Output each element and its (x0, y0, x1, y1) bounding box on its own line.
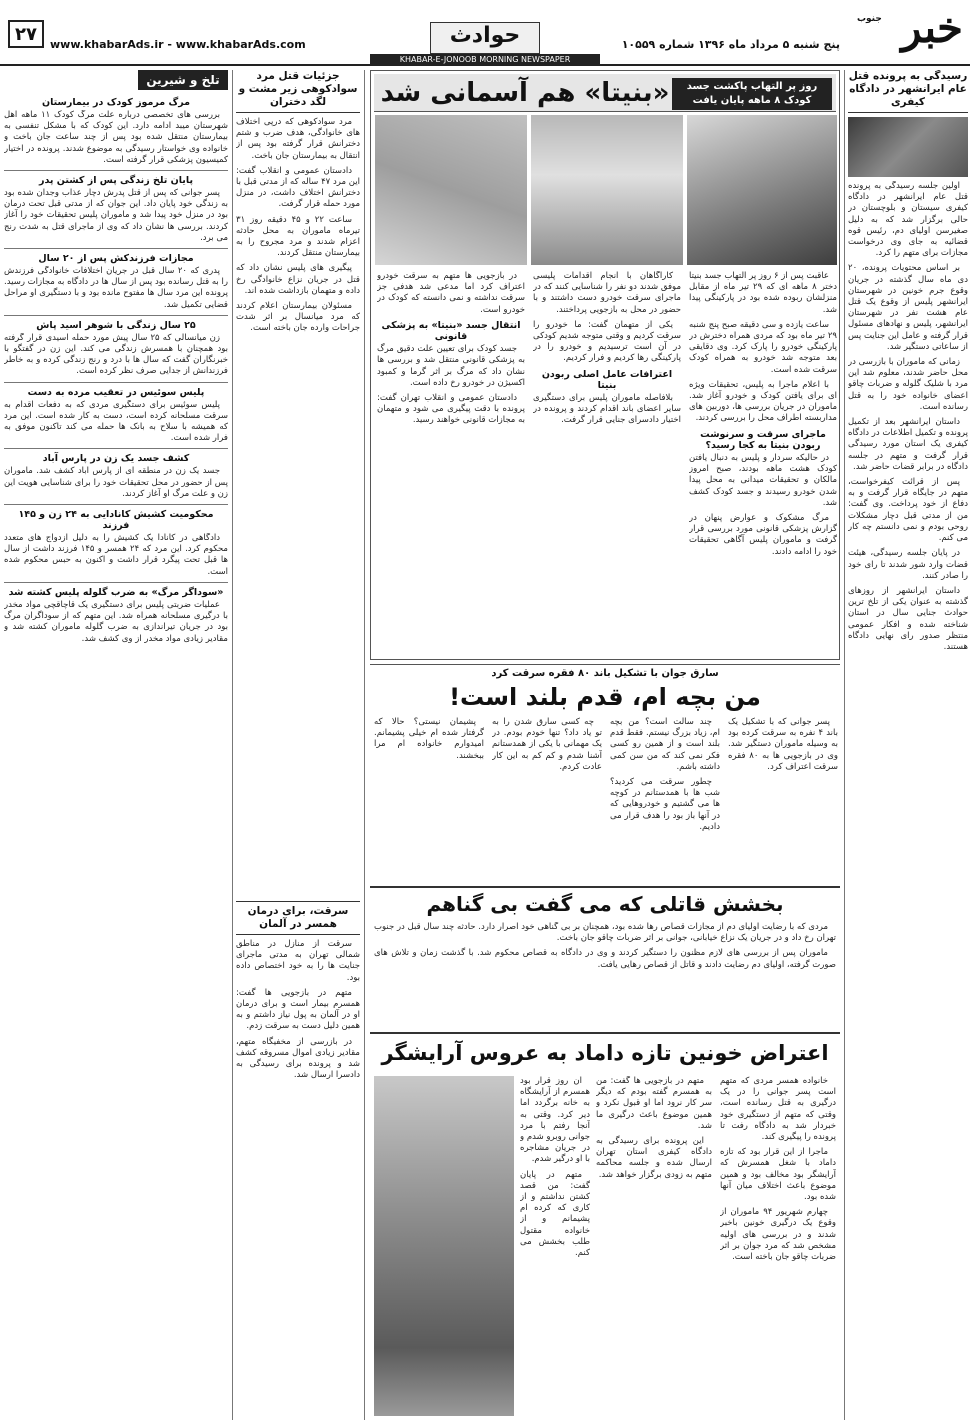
paragraph: با اعلام ماجرا به پلیس، تحقیقات ویژه ای برای یافتن کودک و خودرو آغاز شد. ماموران در جریان بررسی ها، دوربین های مداربسته اطراف محل را بررسی کردند. (689, 379, 837, 424)
paragraph: زمانی که ماموران با بازرسی در محل حاضر شدند، معلوم شد این مرد با شلیک گلوله و ضربات چاقو اعضای خانواده خود را به قتل رسانده است. (848, 357, 968, 412)
middle-story-col-3 (492, 717, 602, 879)
column-divider (232, 70, 233, 1420)
paragraph: در پایان جلسه رسیدگی، هیئت قضات وارد شور شدند تا رای خود را صادر کنند. (848, 548, 968, 581)
website-url: www.khabarAds.ir - www.khabarAds.com (50, 38, 306, 51)
paragraph: کارآگاهان با انجام اقدامات پلیسی موفق شدند دو نفر را شناسایی کنند که در ماجرای سرقت خودرو دست داشتند و با حضور در محل به بازجویی پرداختند. (533, 271, 681, 315)
forgiveness-body (374, 922, 836, 1026)
paragraph: خانواده همسر مردی که متهم است پسر جوانی را در یک درگیری به قتل رسانده است، وقتی که متهم از دستگیری خود خبردار شد به دادگاه رفت تا پرونده را پیگیری کند. (720, 1076, 836, 1143)
list-item (4, 387, 228, 445)
paragraph: پس از قرائت کیفرخواست، متهم در جایگاه قرار گرفت و به دفاع از خود پرداخت. وی گفت: من از مدتی قبل دچار مشکلات روحی بودم و نمی دانستم چه کار می کنم. (848, 477, 968, 544)
page-number-box: ۲۷ (8, 20, 44, 48)
paragraph: داستان ایرانشهر بعد از تکمیل پرونده و تکمیل اطلاعات در دادگاه کیفری یک استان مورد رسیدگی قرار گرفت و متهم در جلسه دادگاه در برابر قضات حاضر شد. (848, 417, 968, 472)
masthead-rule (0, 64, 970, 66)
middle-story-col-2 (610, 717, 720, 879)
forgiveness-story (370, 886, 840, 1028)
masthead (0, 0, 970, 62)
paragraph: اولین جلسه رسیدگی به پرونده قتل عام ایرانشهر در دادگاه کیفری سیستان و بلوچستان در حالی برگزار شد که به دلیل صغیرسن اولیای دم، رئیس قوه قضائیه به جای وی درخواست مجازات برای متهم را کرد. (848, 181, 968, 259)
middle-left-title-1: جزئیات قتل مرد سوادکوهی زیر مشت و لگد دختران (236, 70, 360, 113)
bottom-story-col-3 (520, 1076, 590, 1418)
paragraph: دادستان عمومی و انقلاب گفت: این مرد ۴۷ ساله که از مدتی قبل با دخترانش اختلاف داشت، در منزل مورد حمله قرار گرفت. (236, 165, 360, 210)
right-column-body (848, 181, 968, 657)
item-text: پلیس سوئیس برای دستگیری مردی که به دفعات اقدام به سرقت مسلحانه کرده است، دست به کار شده است. این مرد که همیشه با سلاح به بانک ها حمله می کند تاکنون موفق به فرار شده است. (4, 399, 228, 444)
middle-left-column (236, 70, 360, 1420)
list-item (4, 320, 228, 378)
english-name-band: KHABAR-E-JONOOB MORNING NEWSPAPER (370, 54, 600, 66)
paragraph: پشیمان نیستی؟ حالا که گرفتار شده ام خیلی پشیمانم. امیدوارم خانواده ام مرا ببخشند. (374, 717, 484, 761)
item-title: پایان تلخ زندگی پس از کشتن پدر (38, 175, 194, 187)
item-text: پدری که ۲۰ سال قبل در جریان اختلافات خانوادگی فرزندش را به قتل رسانده بود پس از سال ها در دادگاه به مجازات رسید. پرونده این مرد سال ها مفتوح مانده بود و با دستگیری او مراحل قضایی تکمیل شد. (4, 266, 228, 310)
column-divider (844, 70, 845, 1420)
logo-text: خبر (901, 3, 963, 52)
paragraph: دادستان عمومی و انقلاب تهران گفت: پرونده با دقت پیگیری می شود و متهمان به مجازات قانونی خواهند رسید. (377, 393, 525, 426)
item-divider (4, 382, 228, 383)
top-story-kicker: روز پر التهاب پاکشت جسد کودک ۸ ماهه پایان یافت (672, 78, 832, 110)
paragraph: متهم در پایان گفت: من قصد کشتن نداشتم و از کاری که کرده ام پشیمانم و از خانواده مقتول طلب بخشش می کنم. (520, 1169, 590, 1259)
paragraph: مردی که با رضایت اولیای دم از مجازات قصاص رها شده بود، همچنان بر بی گناهی خود اصرار دارد. حادثه چند سال قبل در جنوب تهران رخ داد و در جریان یک نزاع خیابانی، جوانی بر اثر ضربات چاقو جان باخت. (374, 922, 836, 944)
item-text: پسر جوانی که پس از قتل پدرش دچار عذاب وجدان شده بود به زندگی خود پایان داد. این جوان که از مدتی قبل تحت درمان بود در منزل خود پیدا شد و ماموران پلیس تحقیقات خود را آغاز کردند. بررسی ها نشان داد که وی از ماجرای قتل به شدت رنج می برد. (4, 188, 228, 243)
middle-left-body-2 (236, 939, 360, 1085)
paragraph: مرگ مشکوک و عوارض پنهان در گزارش پزشکی قانونی مورد بررسی قرار گرفت و ماموران پلیس آگاهی تحقیقات خود را ادامه دادند. (689, 513, 837, 557)
paragraph: چند سالت است؟ من بچه ام، زیاد بزرگ نیستم. فقط قدم بلند است و از همین رو کسی فکر نمی کند که من سن کمی داشته باشم. (610, 717, 720, 772)
top-story (370, 70, 840, 660)
top-story-photo-baby (531, 115, 683, 265)
bottom-story (370, 1032, 840, 1420)
item-title: «سوداگر مرگ» به ضرب گلوله پلیس کشته شد (8, 586, 224, 598)
paragraph: در بازجویی ها متهم به سرقت خودرو اعتراف کرد اما مدعی شد هدفی جز سرقت نداشته و نمی دانسته که کودک در خودرو است. (377, 271, 525, 315)
top-story-col-right (689, 271, 837, 656)
paragraph: سرقت از منازل در مناطق شمالی تهران به مدتی ماجرای جنایت ها را به خود اختصاص داده بود. (236, 939, 360, 983)
list-item (4, 175, 228, 244)
paragraph: ماموران پس از بررسی های لازم مظنون را دستگیر کردند و وی در دادگاه به قصاص محکوم شد. با گذشت زمان و تلاش های صورت گرفته، اولیای دم رضایت دادند و قاتل از قصاص رهایی یافت. (374, 948, 836, 970)
item-text: زن میانسالی که ۲۵ سال پیش مورد حمله اسیدی قرار گرفته بود همچنان با همسرش زندگی می کند. این زن در گفتگو با خبرنگاران گفت که سال ها با درد و رنج زندگی کرده و به خاطر فرزندانش از جدایی صرف نظر کرده است. (4, 332, 228, 377)
subheading: انتقال جسد «بنیتا» به پزشکی قانونی (381, 319, 521, 343)
left-column-list (4, 94, 228, 1416)
paragraph: متهم در بازجویی ها گفت: همسرم بیمار است و برای درمان او در آلمان به پول نیاز داشتم و به همین دلیل دست به سرقت زدم. (236, 987, 360, 1032)
paragraph: متهم در بازجویی ها گفت: من به همسرم گفته بودم که دیگر سر کار نرود اما او قبول نکرد و همین موضوع باعث درگیری ما شد. (596, 1076, 712, 1131)
list-item (4, 509, 228, 578)
section-title: حوادث (430, 22, 540, 54)
paragraph: پیگیری های پلیس نشان داد که قتل در جریان نزاع خانوادگی رخ داده و متهمان بازداشت شده اند. (236, 263, 360, 296)
bottom-story-headline: اعتراض خونین تازه داماد به عروس آرایشگر (381, 1041, 829, 1065)
top-story-photo-main (687, 115, 837, 265)
left-column (4, 70, 228, 1420)
middle-story (370, 664, 840, 882)
top-story-photo-dolls (375, 115, 527, 265)
top-story-col-middle (533, 271, 681, 656)
list-item (4, 587, 228, 645)
item-divider (4, 315, 228, 316)
item-divider (4, 248, 228, 249)
left-column-header: تلخ و شیرین (138, 70, 228, 90)
top-story-col-left (377, 271, 525, 656)
column-divider (364, 70, 365, 1420)
paragraph: ماجرا از این قرار بود که تازه داماد با شغل همسرش که آرایشگر بود مخالف بود و همین موضوع باعث اختلاف میان آنها شده بود. (720, 1147, 836, 1203)
paragraph: پسر جوانی که با تشکیل یک باند ۴ نفره به سرقت کرده بود به وسیله ماموران دستگیر شد. وی در بازجویی ها به ۸۰ فقره سرقت اعتراف کرد. (728, 717, 838, 772)
paragraph: ساعت ۲۲ و ۴۵ دقیقه روز ۳۱ تیرماه ماموران به محل حادثه اعزام شدند و مرد مجروح را به بیمارستان منتقل کردند. (236, 214, 360, 259)
middle-left-body-1 (236, 117, 360, 897)
newspaper-logo (855, 2, 967, 58)
paragraph: این پرونده برای رسیدگی به دادگاه کیفری استان تهران ارسال شده و جلسه محاکمه متهم به زودی برگزار خواهد شد. (596, 1136, 712, 1180)
paragraph: آن روز قرار بود همسرم از آرایشگاه به خانه برگردد اما دیر کرد. وقتی به آنجا رفتم با مرد جوانی روبرو شدم و در جریان مشاجره با او درگیر شدم. (520, 1076, 590, 1165)
item-text: عملیات ضربتی پلیس برای دستگیری یک قاچاقچی مواد مخدر با درگیری مسلحانه همراه شد. این متهم که از سوداگران مرگ بود در جریان تیراندازی به ضرب گلوله ماموران کشته شد و مقادیر زیادی مواد مخدر از وی کشف شد. (4, 599, 228, 644)
item-title: مجازات فرزندکش پس از ۲۰ سال (38, 253, 194, 265)
middle-left-title-2: سرقت، برای درمان همسر در آلمان (236, 901, 360, 935)
bottom-story-col-2 (596, 1076, 712, 1418)
paragraph: بلافاصله ماموران پلیس برای دستگیری سایر اعضای باند اقدام کردند و پرونده در اختیار دادسرای جنایی قرار گرفت. (533, 393, 681, 426)
top-story-headline: «بنیتا» هم آسمانی شد (380, 78, 670, 108)
paragraph: ساعت یازده و سی دقیقه صبح پنج شنبه ۲۹ تیر ماه بود که مردی همراه دخترش در پارکینگی خودرو را پارک کرد. وی دقایقی بعد متوجه شد خودرو به همراه کودک سرقت شده است. (689, 319, 837, 375)
subheading: اعترافات عامل اصلی ربودن بنیتا (541, 368, 673, 391)
item-divider (4, 170, 228, 171)
bottom-story-photo (374, 1076, 514, 1416)
paragraph: چه کسی سارق شدن را به تو یاد داد؟ تنها خودم بودم. در یک مهمانی با یکی از همدستانم آشنا شدم و کم کم به این کار عادت کردم. (492, 717, 602, 772)
bottom-story-col-1 (720, 1076, 836, 1418)
list-item (4, 453, 228, 500)
right-column (848, 70, 968, 1420)
middle-story-col-1 (728, 717, 838, 879)
item-divider (4, 582, 228, 583)
item-divider (4, 448, 228, 449)
paragraph: عاقبت پس از ۶ روز پر التهاب جسد بنیتا دختر ۸ ماهه ای که ۲۹ تیر ماه از مقابل منزلشان ربوده شده بود در پارکینگی پیدا شد. (689, 271, 837, 315)
item-title: مرگ مرموز کودک در بیمارستان (41, 97, 191, 108)
right-column-photo (848, 117, 968, 177)
list-item (4, 97, 228, 166)
item-divider (4, 504, 228, 505)
paragraph: یکی از متهمان گفت: ما خودرو را سرقت کردیم و وقتی متوجه شدیم کودکی در آن است ترسیدیم و خودرو را در پارکینگی رها کردیم و فرار کردیم. (533, 319, 681, 364)
middle-story-col-4 (374, 717, 484, 879)
forgiveness-headline: بخشش قاتلی که می گفت بی گناهم (426, 892, 784, 916)
item-text: دادگاهی در کانادا یک کشیش را به دلیل ازدواج های متعدد محکوم کرد. این مرد که ۲۴ همسر و ۱۴۵ فرزند داشت از سال ها قبل تحت پیگرد قرار داشت و اکنون به حبس محکوم شده است. (4, 533, 228, 577)
item-title: پلیس سوئیس در تعقیب مرده به دست (27, 386, 205, 398)
item-title: محکومیت کشیش کانادایی به ۲۴ زن و ۱۴۵ فرزند (18, 509, 214, 532)
paragraph: چطور سرقت می کردید؟ شب ها با همدستانم در کوچه ها می گشتیم و خودروهایی که در آنها باز بود را هدف قرار می دادیم. (610, 777, 720, 832)
subheading: ماجرای سرقت و سرنوشت ربودن بنیتا به کجا رسید؟ (700, 428, 826, 451)
item-title: ۲۵ سال زندگی با شوهر اسید پاش (36, 319, 196, 331)
paragraph: در حالیکه سردار و پلیس به دنبال یافتن کودک هشت ماهه بودند، صبح امروز مالکان و تحقیقات میدانی به محل پیدا شدن خودرو رسیدند و جسد کودک کشف شد. (689, 453, 837, 508)
item-title: کشف جسد یک زن در پارس آباد (42, 453, 190, 465)
list-item (4, 253, 228, 311)
paragraph: مرد سوادکوهی که درپی اختلاف های خانوادگی، هدف ضرب و شتم دخترانش قرار گرفته بود پس از انتقال به بیمارستان جان باخت. (236, 117, 360, 161)
paragraph: داستان ایرانشهر از روزهای گذشته به عنوان یکی از تلخ ترین حوادث جنایی سال در استان شناخته شده و افکار عمومی منتظر صدور رای نهایی دادگاه هستند. (848, 585, 968, 652)
paragraph: مسئولان بیمارستان اعلام کردند که مرد میانسال بر اثر شدت جراحات وارده جان باخته است. (236, 301, 360, 334)
item-text: جسد یک زن در منطقه ای از پارس آباد کشف شد. ماموران پس از حضور در محل تحقیقات خود را برای شناسایی هویت این زن و علت مرگ او آغاز کردند. (4, 466, 228, 499)
top-story-header (374, 74, 836, 112)
paragraph: بر اساس محتویات پرونده، ۲۰ دی ماه سال گذشته در جریان وقوع جرم خونین در شهرستان ایرانشهر پلیس از وقوع یک قتل عام هشت نفر در شهرستان ایرانشهر، پلیس و نهادهای مسئول قرار گرفته و عامل این جنایت پس از ساعاتی دستگیر شد. (848, 263, 968, 352)
paragraph: جسد کودک برای تعیین علت دقیق مرگ به پزشکی قانونی منتقل شد و بررسی ها نشان داد که مرگ بر اثر گرما و کمبود اکسیژن در خودرو رخ داده است. (377, 344, 525, 388)
middle-story-headline: من بچه ام، قدم بلند است! (449, 683, 761, 711)
right-column-title: رسیدگی به پرونده قتل عام ایرانشهر در دادگاه کیفری (848, 70, 968, 113)
issue-date-line: پنج شنبه ۵ مرداد ماه ۱۳۹۶ شماره ۱۰۵۵۹ (621, 38, 840, 51)
paragraph: در بازرسی از مخفیگاه متهم، مقادیر زیادی اموال مسروقه کشف شد و پرونده برای رسیدگی به دادسرا ارسال شد. (236, 1036, 360, 1081)
item-text: بررسی های تخصصی درباره علت مرگ کودک ۱۱ ماهه اهل شهرستان میبد ادامه دارد. این کودک که با مشکل تنفسی به بیمارستان منتقل شده بود پس از چند ساعت جان باخت و خانواده وی خواستار رسیدگی به موضوع شدند. پرونده در اختیار کمیسیون پزشکی قرار گرفته است. (4, 110, 228, 165)
logo-small-text: جنوب (857, 14, 882, 24)
middle-story-kicker: سارق جوان با تشکیل باند ۸۰ فقره سرقت کرد (491, 668, 719, 679)
paragraph: چهارم شهریور ۹۴ ماموران از وقوع یک درگیری خونین باخبر شدند و در بررسی های اولیه مشخص شد که مرد جوان بر اثر ضربات چاقو جان باخته است. (720, 1207, 836, 1263)
